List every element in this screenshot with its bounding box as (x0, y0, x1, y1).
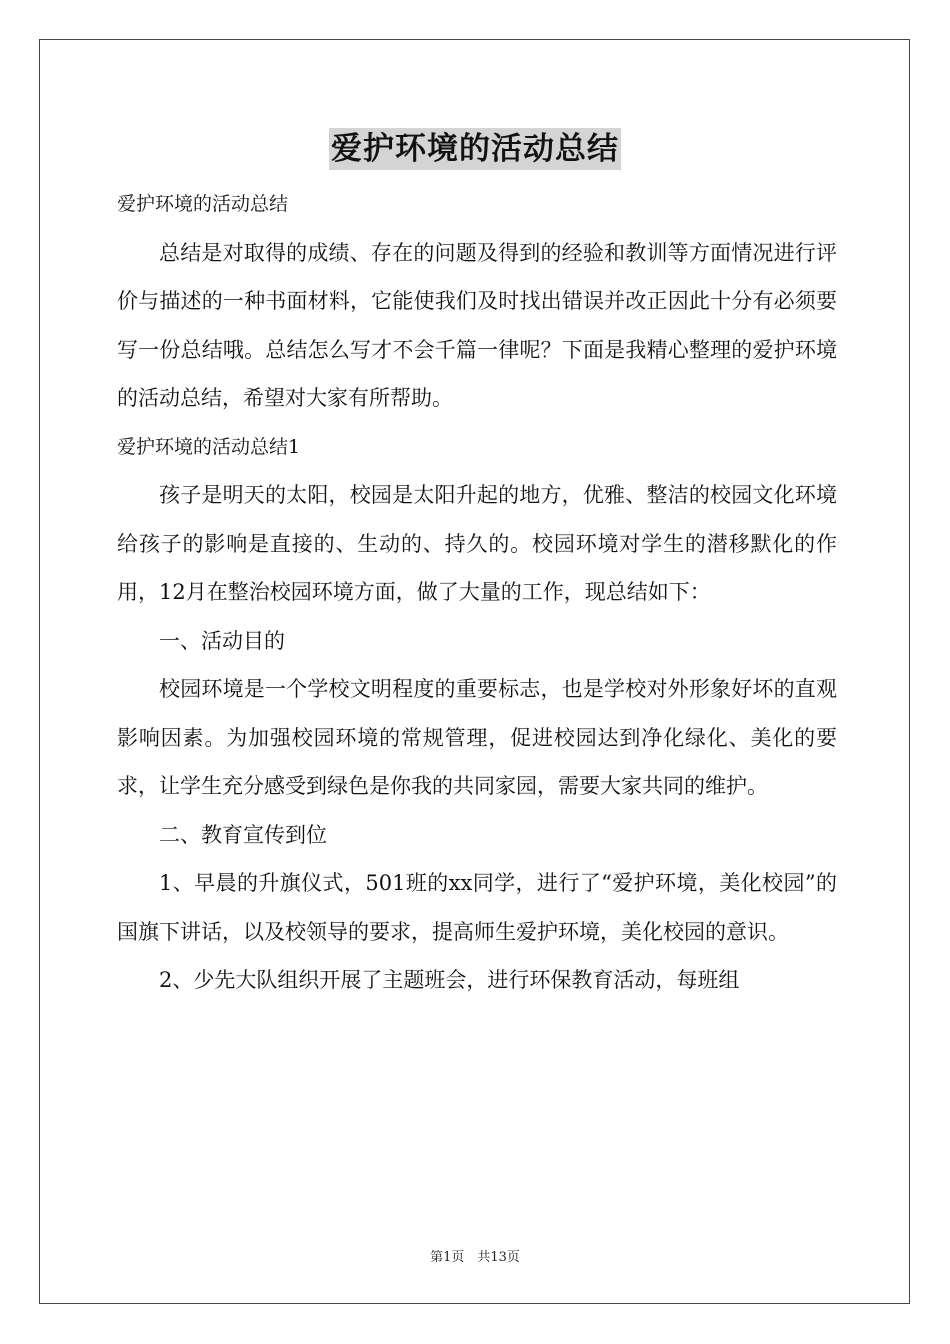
intro-paragraph: 总结是对取得的成绩、存在的问题及得到的经验和教训等方面情况进行评价与描述的一种书面材料，它能使我们及时找出错误并改正因此十分有必须要写一份总结哦。总结怎么写才不会千篇一律呢？下面是我精心整理的爱护环境的活动总结，希望对大家有所帮助。 (117, 240, 837, 410)
section-title: 爱护环境的活动总结1 (117, 435, 301, 458)
page-footer: 第1页 共13页 (430, 1250, 520, 1265)
body-paragraph: 校园环境是一个学校文明程度的重要标志，也是学校对外形象好坏的直观影响因素。为加强校园环境的常规管理，促进校园达到净化绿化、美化的要求，让学生充分感受到绿色是你我的共同家园，需要大家共同的维护。 (117, 677, 837, 798)
section-heading-purpose: 一、活动目的 (159, 628, 285, 653)
body-paragraph: 2、少先大队组织开展了主题班会，进行环保教育活动，每班组 (159, 968, 740, 992)
document-title: 爱护环境的活动总结 (329, 128, 621, 170)
title-container (0, 128, 950, 170)
document-body (117, 180, 837, 1005)
body-paragraph: 1、早晨的升旗仪式，501班的xx同学，进行了“爱护环境，美化校园”的国旗下讲话，以及校领导的要求，提高师生爱护环境，美化校园的意识。 (117, 871, 837, 944)
section-heading-education: 二、教育宣传到位 (159, 822, 327, 847)
body-paragraph: 孩子是明天的太阳，校园是太阳升起的地方，优雅、整洁的校园文化环境给孩子的影响是直接的、生动的、持久的。校园环境对学生的潜移默化的作用，12月在整治校园环境方面，做了大量的工作，现总结如下： (117, 483, 837, 604)
document-subtitle: 爱护环境的活动总结 (117, 193, 289, 215)
